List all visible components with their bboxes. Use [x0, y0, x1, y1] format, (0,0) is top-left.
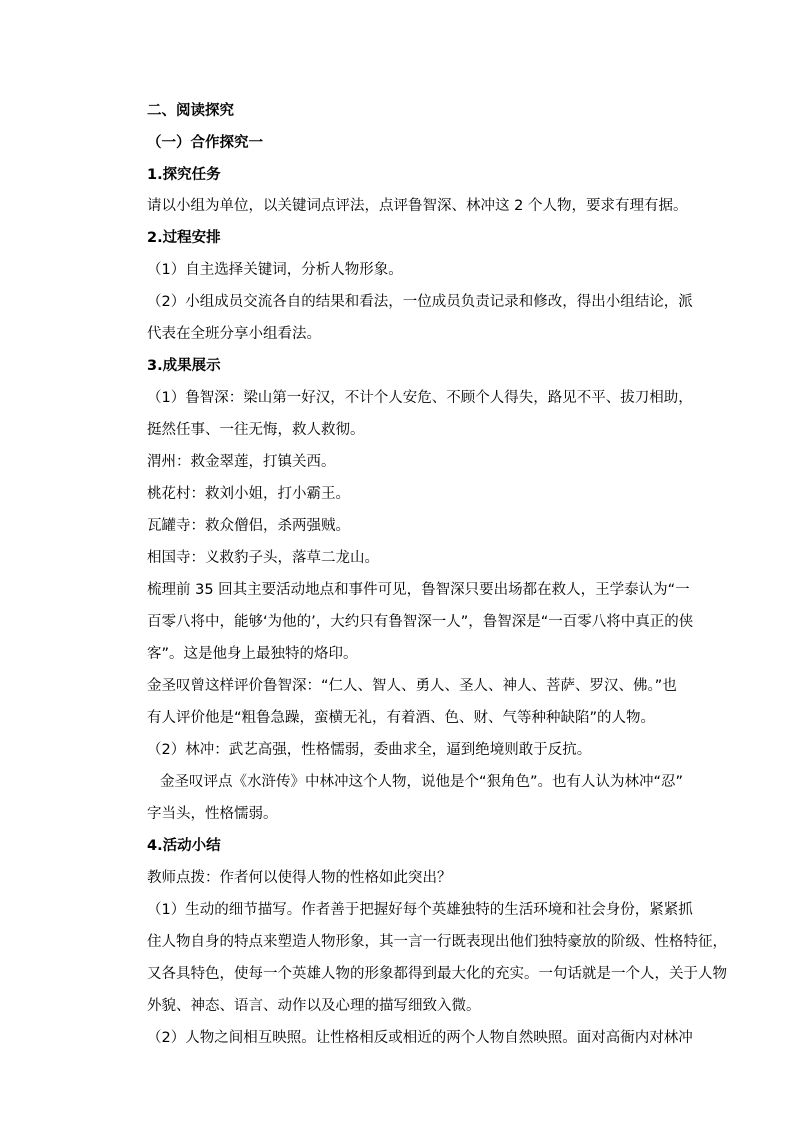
heading-task: 1.探究任务	[147, 167, 221, 183]
place-weizhou: 渭州：救金翠莲，打镇关西。	[147, 454, 336, 470]
paragraph-2-line-1: 金圣叹曾这样评价鲁智深：“仁人、智人、勇人、圣人、神人、菩萨、罗汉、佛。”也	[147, 678, 677, 694]
summary-1-line-2: 住人物自身的特点来塑造人物形象，其一言一行既表现出他们独特豪放的阶级、性格特征，	[147, 934, 727, 950]
paragraph-2-line-2: 有人评价他是“粗鲁急躁，蛮横无礼，有着酒、色、财、气等种种缺陷”的人物。	[147, 710, 656, 726]
paragraph-3-line-1: 金圣叹评点《水浒传》中林冲这个人物，说他是个“狠角色”。也有人认为林冲“忍”	[160, 774, 684, 790]
lu-zhishen-line-2: 挺然任事、一往无悔，救人救彻。	[147, 422, 365, 438]
heading-process: 2.过程安排	[147, 230, 221, 246]
heading-summary: 4.活动小结	[147, 838, 221, 854]
summary-1-line-1: （1）生动的细节描写。作者善于把握好每个英雄独特的生活环境和社会身份，紧紧抓	[147, 902, 693, 918]
section-title: 二、阅读探究	[147, 103, 234, 119]
summary-1-line-3: 又各具特色，使每一个英雄人物的形象都得到最大化的充实。一句话就是一个人，关于人物	[147, 966, 727, 982]
process-step-2-line-1: （2）小组成员交流各自的结果和看法，一位成员负责记录和修改，得出小组结论，派	[147, 294, 693, 310]
place-taohuacun: 桃花村：救刘小姐，打小霸王。	[147, 486, 350, 502]
teacher-guidance: 教师点拨：作者何以使得人物的性格如此突出？	[147, 870, 452, 886]
lu-zhishen-line-1: （1）鲁智深：梁山第一好汉，不计个人安危、不顾个人得失，路见不平、拔刀相助，	[147, 390, 693, 406]
paragraph-1-line-2: 百零八将中，能够‘为他的’，大约只有鲁智深一人”，鲁智深是“一百零八将中真正的侠	[147, 614, 694, 630]
process-step-2-line-2: 代表在全班分享小组看法。	[147, 326, 321, 342]
paragraph-1-line-1: 梳理前 35 回其主要活动地点和事件可见，鲁智深只要出场都在救人，王学泰认为“一	[147, 582, 690, 598]
place-waguansi: 瓦罐寺：救众僧侣，杀两强贼。	[147, 518, 350, 534]
task-text: 请以小组为单位，以关键词点评法，点评鲁智深、林冲这 2 个人物，要求有理有据。	[147, 198, 688, 214]
heading-results: 3.成果展示	[147, 358, 221, 374]
summary-1-line-4: 外貌、神态、语言、动作以及心理的描写细致入微。	[147, 998, 481, 1014]
lin-chong-text: （2）林冲：武艺高强，性格懦弱，委曲求全，逼到绝境则敢于反抗。	[147, 742, 592, 758]
summary-2-line-1: （2）人物之间相互映照。让性格相反或相近的两个人物自然映照。面对高衙内对林冲	[147, 1030, 693, 1046]
place-xiangguosi: 相国寺：义救豹子头，落草二龙山。	[147, 550, 379, 566]
paragraph-3-line-2: 字当头，性格懦弱。	[147, 806, 278, 822]
paragraph-1-line-3: 客”。这是他身上最独特的烙印。	[147, 646, 358, 662]
sub-title: （一）合作探究一	[147, 135, 263, 151]
process-step-1: （1）自主选择关键词，分析人物形象。	[147, 262, 403, 278]
